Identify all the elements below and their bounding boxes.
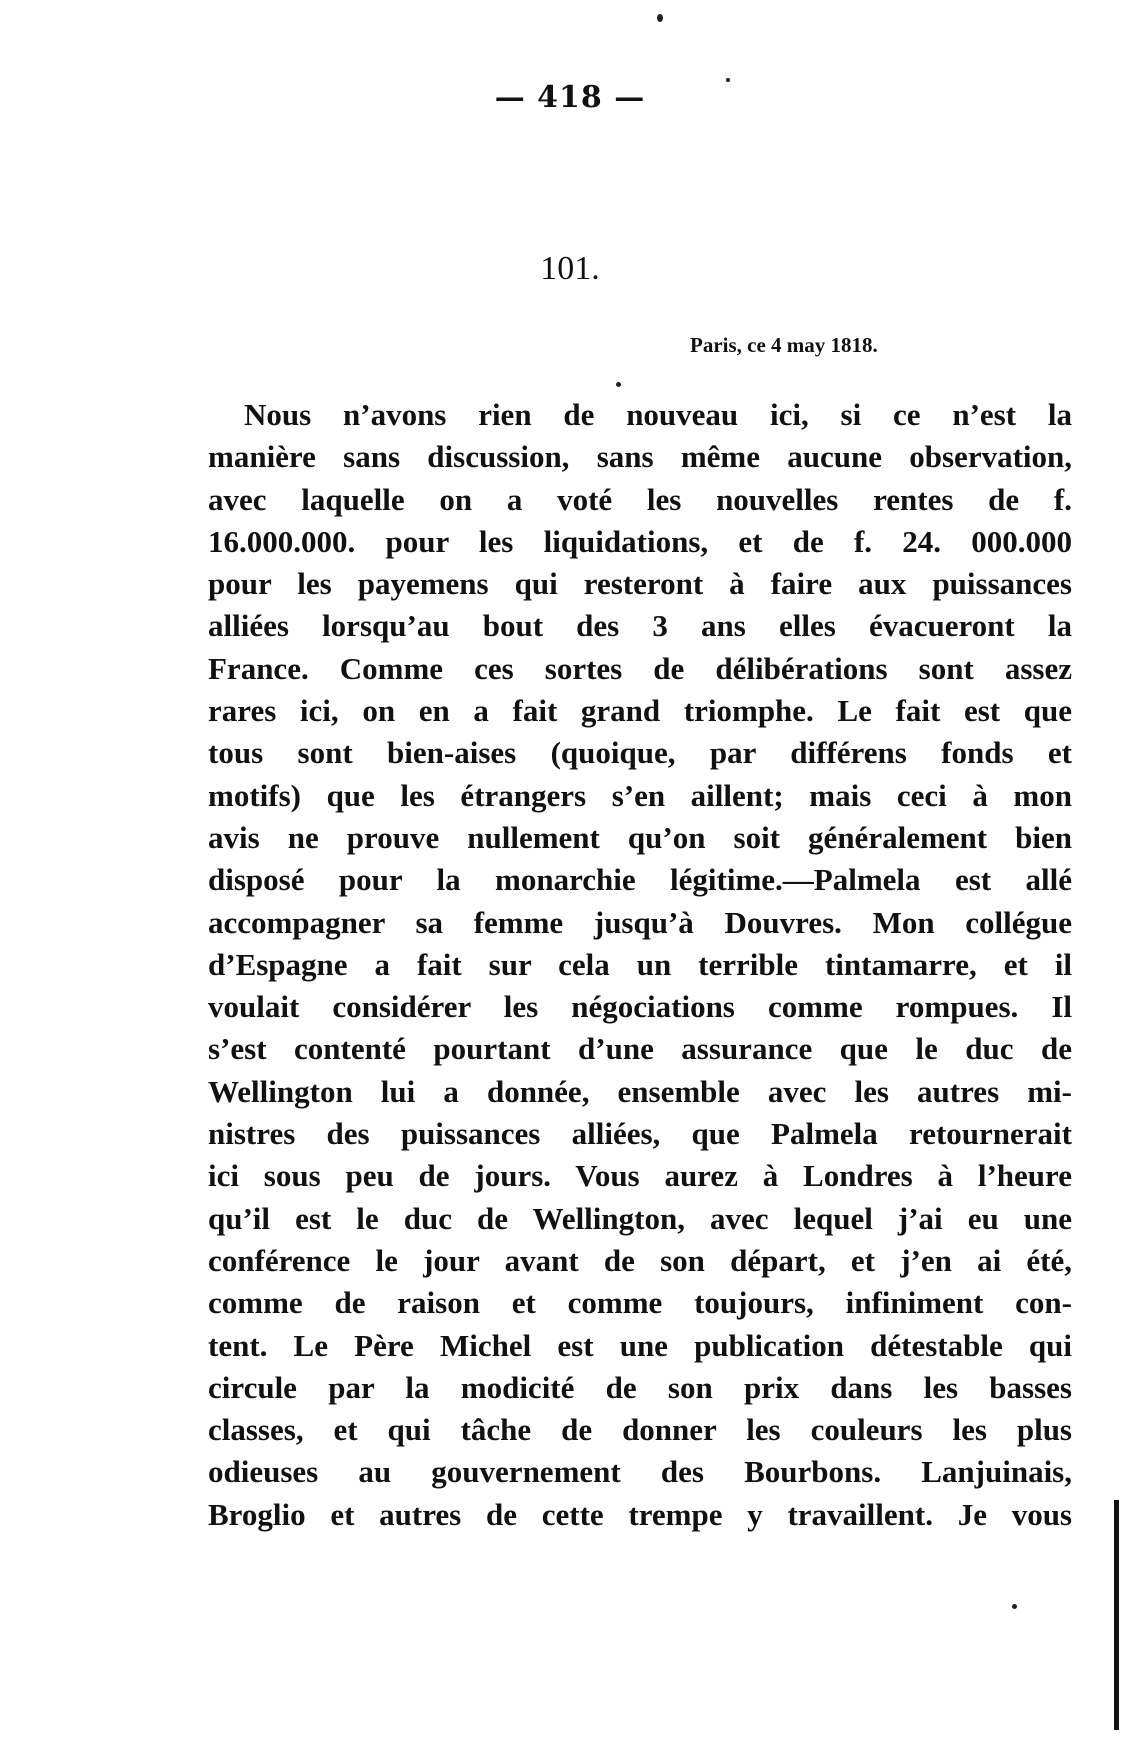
text-line: alliées lorsqu’au bout des 3 ans elles évacueront la	[208, 608, 1072, 644]
scan-speck	[726, 78, 730, 82]
scan-speck	[616, 382, 621, 387]
scan-speck	[657, 14, 663, 22]
text-line: circule par la modicité de son prix dans les basses	[208, 1369, 1072, 1405]
text-line: conférence le jour avant de son départ, et j’en ai été,	[208, 1242, 1072, 1278]
text-line: s’est contenté pourtant d’une assurance que le duc de	[208, 1031, 1072, 1067]
text-line: disposé pour la monarchie légitime.—Palmela est allé	[208, 862, 1072, 898]
text-line: 16.000.000. pour les liquidations, et de f. 24. 000.000	[208, 523, 1072, 559]
text-line: avis ne prouve nullement qu’on soit généralement bien	[208, 819, 1072, 855]
text-line: Broglio et autres de cette trempe y travaillent. Je vous	[208, 1496, 1072, 1532]
text-line: accompagner sa femme jusqu’à Douvres. Mon collégue	[208, 904, 1072, 940]
text-line: qu’il est le duc de Wellington, avec lequel j’ai eu une	[208, 1200, 1072, 1236]
letter-dateline: Paris, ce 4 may 1818.	[690, 333, 878, 357]
letter-number: 101.	[540, 250, 600, 287]
text-line: tous sont bien-aises (quoique, par différens fonds et	[208, 735, 1072, 771]
text-line: ici sous peu de jours. Vous aurez à Londres à l’heure	[208, 1158, 1072, 1194]
scan-speck	[1012, 1604, 1017, 1609]
text-line: Nous n’avons rien de nouveau ici, si ce n’est la	[244, 397, 1072, 432]
text-line: tent. Le Père Michel est une publication détestable qui	[208, 1327, 1072, 1363]
scan-margin-rule	[1114, 1500, 1119, 1730]
text-line: odieuses au gouvernement des Bourbons. Lanjuinais,	[208, 1454, 1072, 1490]
text-line: nistres des puissances alliées, que Palmela retournerait	[208, 1116, 1072, 1152]
text-line: France. Comme ces sortes de délibérations sont assez	[208, 650, 1072, 686]
letter-body	[208, 394, 1072, 1536]
text-line: comme de raison et comme toujours, infiniment con-	[208, 1285, 1072, 1321]
text-line: classes, et qui tâche de donner les couleurs les plus	[208, 1412, 1072, 1448]
text-line: manière sans discussion, sans même aucune observation,	[208, 439, 1072, 475]
text-line: Wellington lui a donnée, ensemble avec les autres mi-	[208, 1073, 1072, 1109]
text-line: motifs) que les étrangers s’en aillent; mais ceci à mon	[208, 777, 1072, 813]
text-line: d’Espagne a fait sur cela un terrible tintamarre, et il	[208, 946, 1072, 982]
page-number: — 418 —	[494, 80, 646, 115]
text-line: avec laquelle on a voté les nouvelles rentes de f.	[208, 481, 1072, 517]
text-line: pour les payemens qui resteront à faire aux puissances	[208, 566, 1072, 602]
text-line: rares ici, on en a fait grand triomphe. Le fait est que	[208, 693, 1072, 729]
text-line: voulait considérer les négociations comme rompues. Il	[208, 989, 1072, 1025]
